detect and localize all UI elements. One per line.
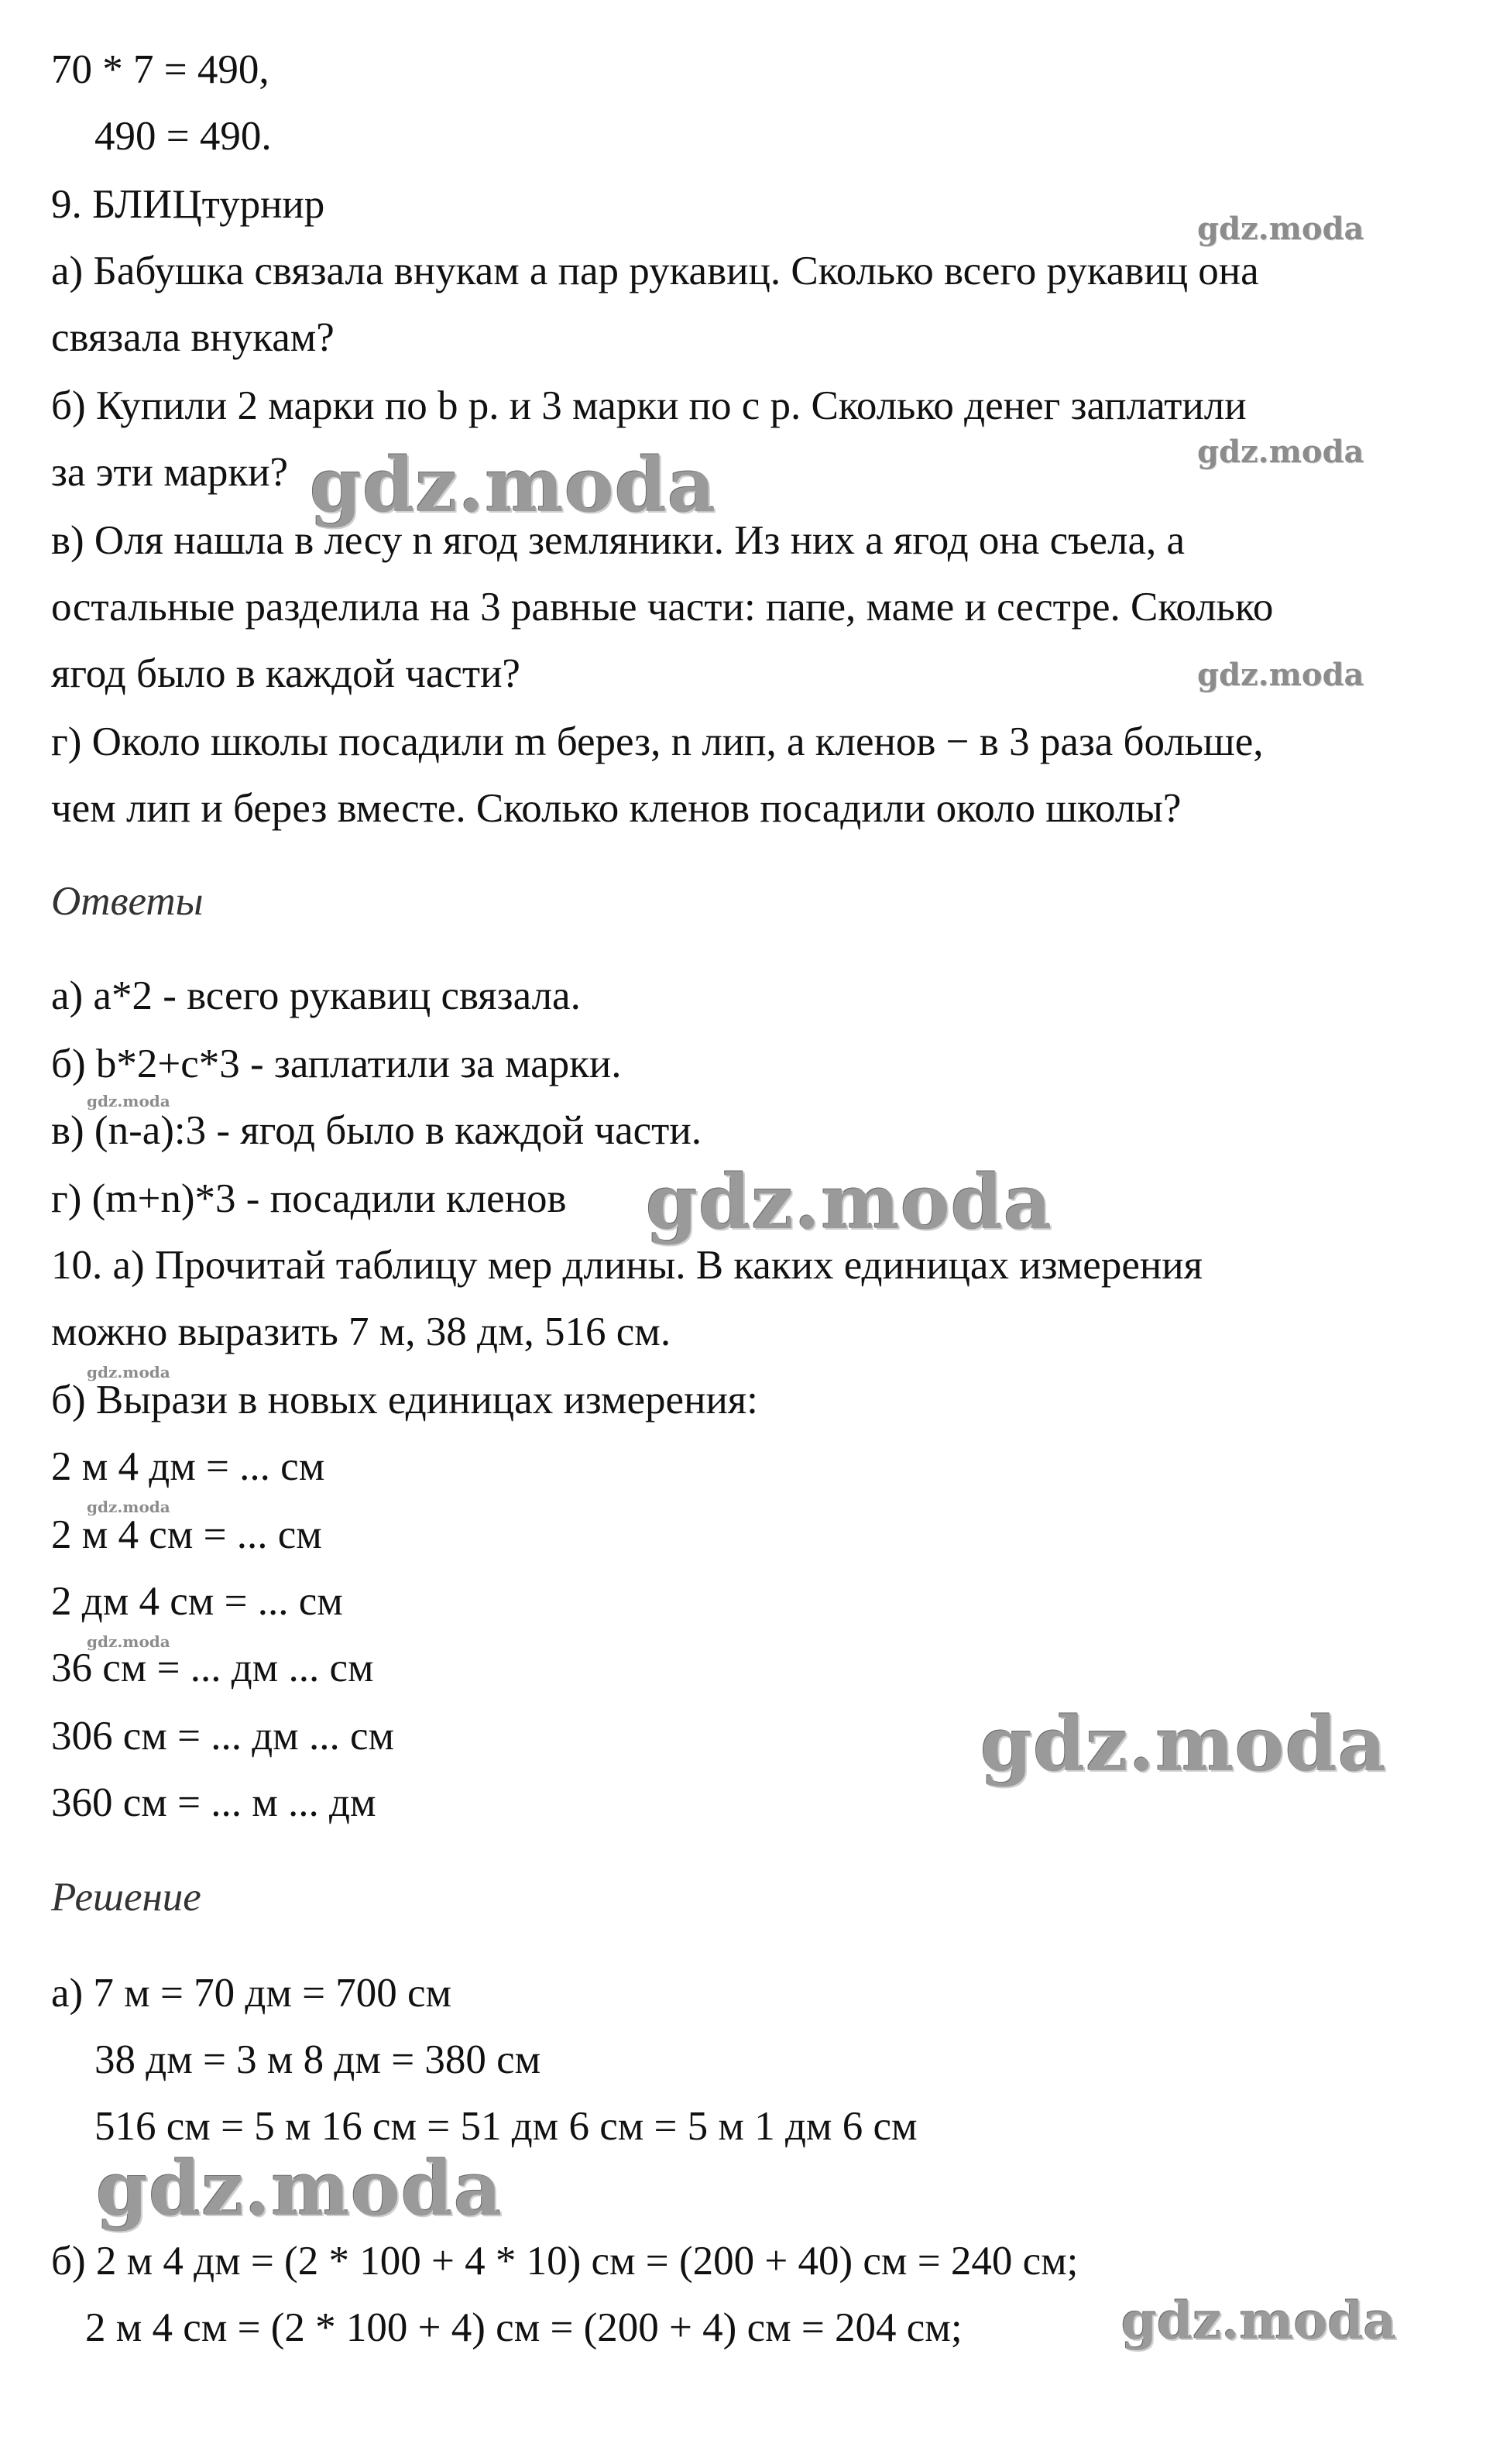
answer-line: а) a*2 - всего рукавиц связала. <box>51 973 581 1018</box>
answers-heading: Ответы <box>51 879 204 924</box>
task-9v-text: в) Оля нашла в лесу n ягод земляники. Из них а ягод она съела, а <box>51 518 1186 563</box>
solution-line: б) 2 м 4 дм = (2 * 100 + 4 * 10) см = (200 + 40) см = 240 см; <box>51 2239 1079 2284</box>
watermark-logo: gdz.moda <box>87 1632 170 1651</box>
task-10-text: можно выразить 7 м, 38 дм, 516 см. <box>51 1309 671 1354</box>
conversion-line: 2 дм 4 см = ... см <box>51 1579 343 1624</box>
watermark-logo: gdz.moda <box>1197 657 1364 693</box>
watermark-logo: gdz.moda <box>96 2145 503 2232</box>
answer-line: б) b*2+c*3 - заплатили за марки. <box>51 1042 622 1086</box>
watermark-logo: gdz.moda <box>87 1363 170 1381</box>
watermark-logo: gdz.moda <box>87 1092 170 1110</box>
solution-line: 38 дм = 3 м 8 дм = 380 см <box>94 2037 541 2082</box>
task-9a-text: а) Бабушка связала внукам а пар рукавиц. Сколько всего рукавиц она <box>51 249 1259 293</box>
solution-heading: Решение <box>51 1875 201 1920</box>
watermark-logo: gdz.moda <box>310 441 717 529</box>
solution-line: 516 см = 5 м 16 см = 51 дм 6 см = 5 м 1 дм 6 см <box>94 2104 918 2149</box>
task-9g-text: чем лип и берез вместе. Сколько кленов посадили около школы? <box>51 786 1182 831</box>
conversion-line: 36 см = ... дм ... см <box>51 1646 374 1690</box>
conversion-line: 2 м 4 дм = ... см <box>51 1444 325 1489</box>
watermark-logo: gdz.moda <box>646 1158 1053 1246</box>
conversion-line: 2 м 4 см = ... см <box>51 1512 322 1557</box>
equation-line: 70 * 7 = 490, <box>51 47 269 92</box>
task-9b-text: б) Купили 2 марки по b р. и 3 марки по с р. Сколько денег заплатили <box>51 383 1247 428</box>
task-9a-text: связала внукам? <box>51 315 335 360</box>
task-10b-text: б) Вырази в новых единицах измерения: <box>51 1378 758 1422</box>
task-9-heading: 9. БЛИЦтурнир <box>51 182 325 227</box>
watermark-logo: gdz.moda <box>87 1498 170 1516</box>
watermark-logo: gdz.moda <box>1197 434 1364 470</box>
solution-line: а) 7 м = 70 дм = 700 см <box>51 1971 452 2016</box>
conversion-line: 306 см = ... дм ... см <box>51 1714 395 1759</box>
watermark-logo: gdz.moda <box>1121 2291 1397 2351</box>
solution-line: 2 м 4 см = (2 * 100 + 4) см = (200 + 4) см = 204 см; <box>85 2305 963 2350</box>
task-9g-text: г) Около школы посадили m берез, n лип, а кленов − в 3 раза больше, <box>51 719 1264 764</box>
watermark-logo: gdz.moda <box>980 1700 1388 1788</box>
equation-line: 490 = 490. <box>94 114 272 159</box>
answer-line: г) (m+n)*3 - посадили кленов <box>51 1176 567 1221</box>
conversion-line: 360 см = ... м ... дм <box>51 1780 376 1825</box>
task-9v-text: остальные разделила на 3 равные части: папе, маме и сестре. Сколько <box>51 585 1274 630</box>
watermark-logo: gdz.moda <box>1197 211 1364 247</box>
task-9b-text: за эти марки? <box>51 450 289 495</box>
task-10-heading: 10. а) Прочитай таблицу мер длины. В каких единицах измерения <box>51 1243 1203 1288</box>
answer-line: в) (n-a):3 - ягод было в каждой части. <box>51 1108 702 1153</box>
task-9v-text: ягод было в каждой части? <box>51 651 520 696</box>
